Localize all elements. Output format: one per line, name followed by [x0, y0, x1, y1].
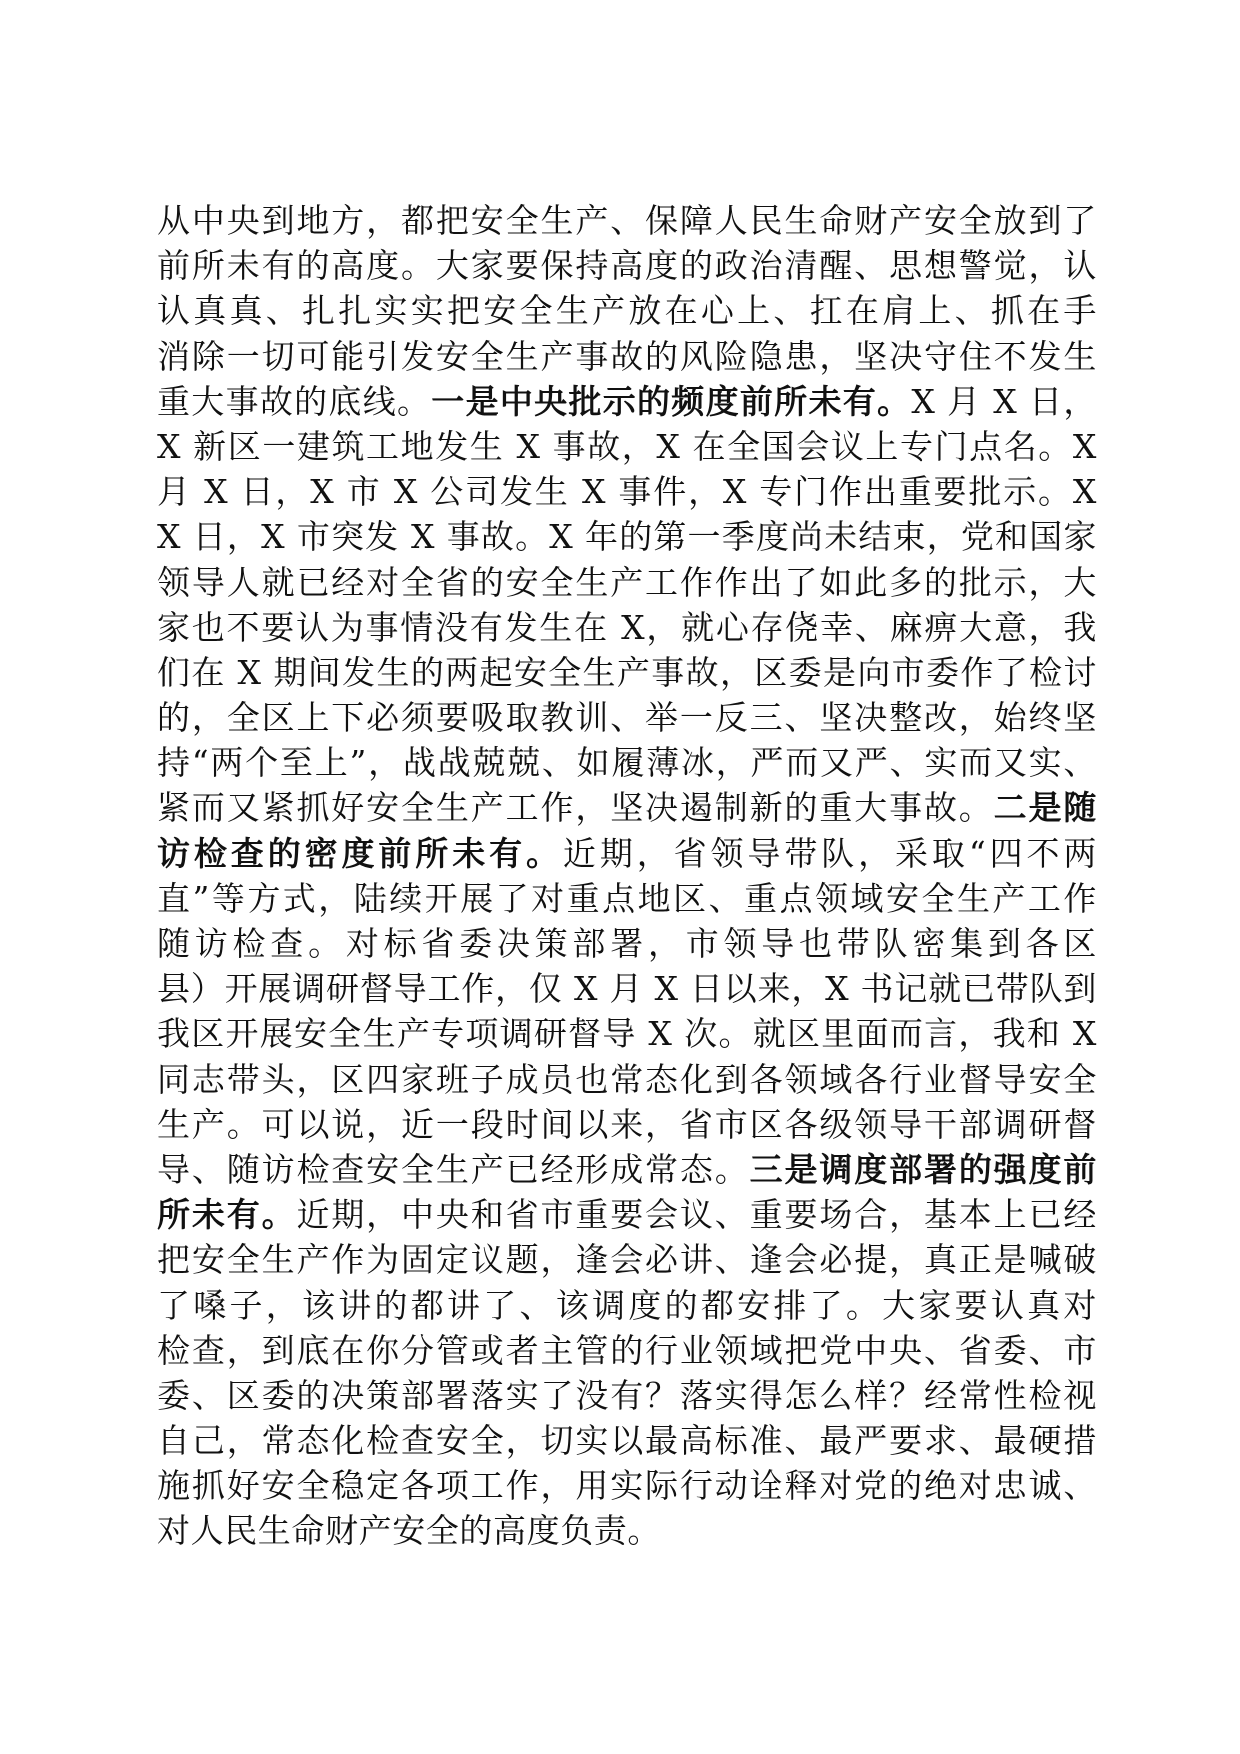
text-line	[157, 740, 1097, 785]
text-line	[157, 831, 1097, 876]
text-line	[157, 695, 1097, 740]
text-run: 月 X 日，X 市 X 公司发生 X 事件，X 专门作出重要批示。X	[157, 472, 1097, 512]
bold-heading-phrase: 二是随	[993, 788, 1097, 828]
text-line	[157, 1057, 1097, 1102]
text-run: X 新区一建筑工地发生 X 事故，X 在全国会议上专门点名。X	[157, 426, 1097, 466]
bold-heading-phrase: 三是调度部署的强度前	[749, 1149, 1097, 1189]
text-line	[157, 243, 1097, 288]
text-run: 县）开展调研督导工作，仅 X 月 X 日以来，X 书记就已带队到	[157, 969, 1097, 1009]
text-run: 重大事故的底线。	[157, 381, 432, 421]
text-run: 紧而又紧抓好安全生产工作，坚决遏制新的重大事故。	[157, 788, 994, 828]
text-line	[157, 1147, 1097, 1192]
text-line	[157, 514, 1097, 559]
text-run: 施抓好安全稳定各项工作，用实际行动诠释对党的绝对忠诚、	[157, 1466, 1097, 1506]
text-line	[157, 424, 1097, 469]
bold-heading-phrase: 所未有。	[157, 1195, 297, 1235]
text-line	[157, 1328, 1097, 1373]
text-line	[157, 921, 1097, 966]
text-run: X 日，X 市突发 X 事故。X 年的第一季度尚未结束，党和国家	[157, 517, 1097, 557]
text-line	[157, 1508, 1097, 1553]
text-run: 检查，到底在你分管或者主管的行业领域把党中央、省委、市	[157, 1330, 1097, 1370]
text-run: 生产。可以说，近一段时间以来，省市区各级领导干部调研督	[157, 1104, 1097, 1144]
bold-heading-phrase: 一是中央批示的频度前所未有。	[431, 381, 912, 421]
text-line	[157, 1373, 1097, 1418]
text-line	[157, 1192, 1097, 1237]
text-line	[157, 288, 1097, 333]
text-line	[157, 650, 1097, 695]
text-run: 同志带头，区四家班子成员也常态化到各领域各行业督导安全	[157, 1059, 1097, 1099]
text-run: 自己，常态化检查安全，切实以最高标准、最严要求、最硬措	[157, 1421, 1097, 1461]
text-line	[157, 1463, 1097, 1508]
text-run: 近期，中央和省市重要会议、重要场合，基本上已经	[296, 1195, 1097, 1235]
text-run: 随访检查。对标省委决策部署，市领导也带队密集到各区	[157, 924, 1097, 963]
text-run: 把安全生产作为固定议题，逢会必讲、逢会必提，真正是喊破	[157, 1240, 1097, 1280]
text-run: 导、随访检查安全生产已经形成常态。	[157, 1149, 750, 1189]
text-run: 前所未有的高度。大家要保持高度的政治清醒、思想警觉，认	[157, 246, 1097, 286]
text-run: 的，全区上下必须要吸取教训、举一反三、坚决整改，始终坚	[157, 698, 1097, 738]
text-run: 从中央到地方，都把安全生产、保障人民生命财产安全放到了	[157, 201, 1097, 240]
text-line	[157, 785, 1097, 830]
text-line	[157, 469, 1097, 514]
text-run: 近期，省领导带队，采取“四不两	[562, 833, 1097, 873]
text-run: 认真真、扎扎实实把安全生产放在心上、扛在肩上、抓在手	[157, 291, 1097, 331]
text-line	[157, 605, 1097, 650]
text-run: 对人民生命财产安全的高度负责。	[157, 1511, 661, 1551]
text-run: 们在 X 期间发生的两起安全生产事故，区委是向市委作了检讨	[157, 652, 1097, 692]
text-run: 家也不要认为事情没有发生在 X，就心存侥幸、麻痹大意，我	[157, 607, 1097, 647]
text-run: 持“两个至上”，战战兢兢、如履薄冰，严而又严、实而又实、	[157, 743, 1097, 783]
text-run: 消除一切可能引发安全生产事故的风险隐患，坚决守住不发生	[157, 336, 1097, 376]
text-line	[157, 1237, 1097, 1282]
bold-heading-phrase: 访检查的密度前所未有。	[157, 833, 563, 873]
text-run: 领导人就已经对全省的安全生产工作作出了如此多的批示，大	[157, 562, 1097, 602]
text-line	[157, 1102, 1097, 1147]
text-line	[157, 560, 1097, 605]
text-run: 委、区委的决策部署落实了没有？落实得怎么样？经常性检视	[157, 1375, 1097, 1415]
text-line	[157, 966, 1097, 1011]
text-run: 我区开展安全生产专项调研督导 X 次。就区里面而言，我和 X	[157, 1014, 1097, 1054]
text-line	[157, 1418, 1097, 1463]
text-line	[157, 379, 1097, 424]
text-line	[157, 1011, 1097, 1056]
text-line	[157, 334, 1097, 379]
text-line	[157, 876, 1097, 921]
text-line	[157, 1283, 1097, 1328]
text-run: 直”等方式，陆续开展了对重点地区、重点领域安全生产工作	[157, 878, 1097, 918]
text-run: 了嗓子，该讲的都讲了、该调度的都安排了。大家要认真对	[157, 1285, 1097, 1325]
text-line	[157, 198, 1097, 243]
text-run: X 月 X 日，	[911, 381, 1097, 421]
body-paragraph	[157, 198, 1097, 1554]
